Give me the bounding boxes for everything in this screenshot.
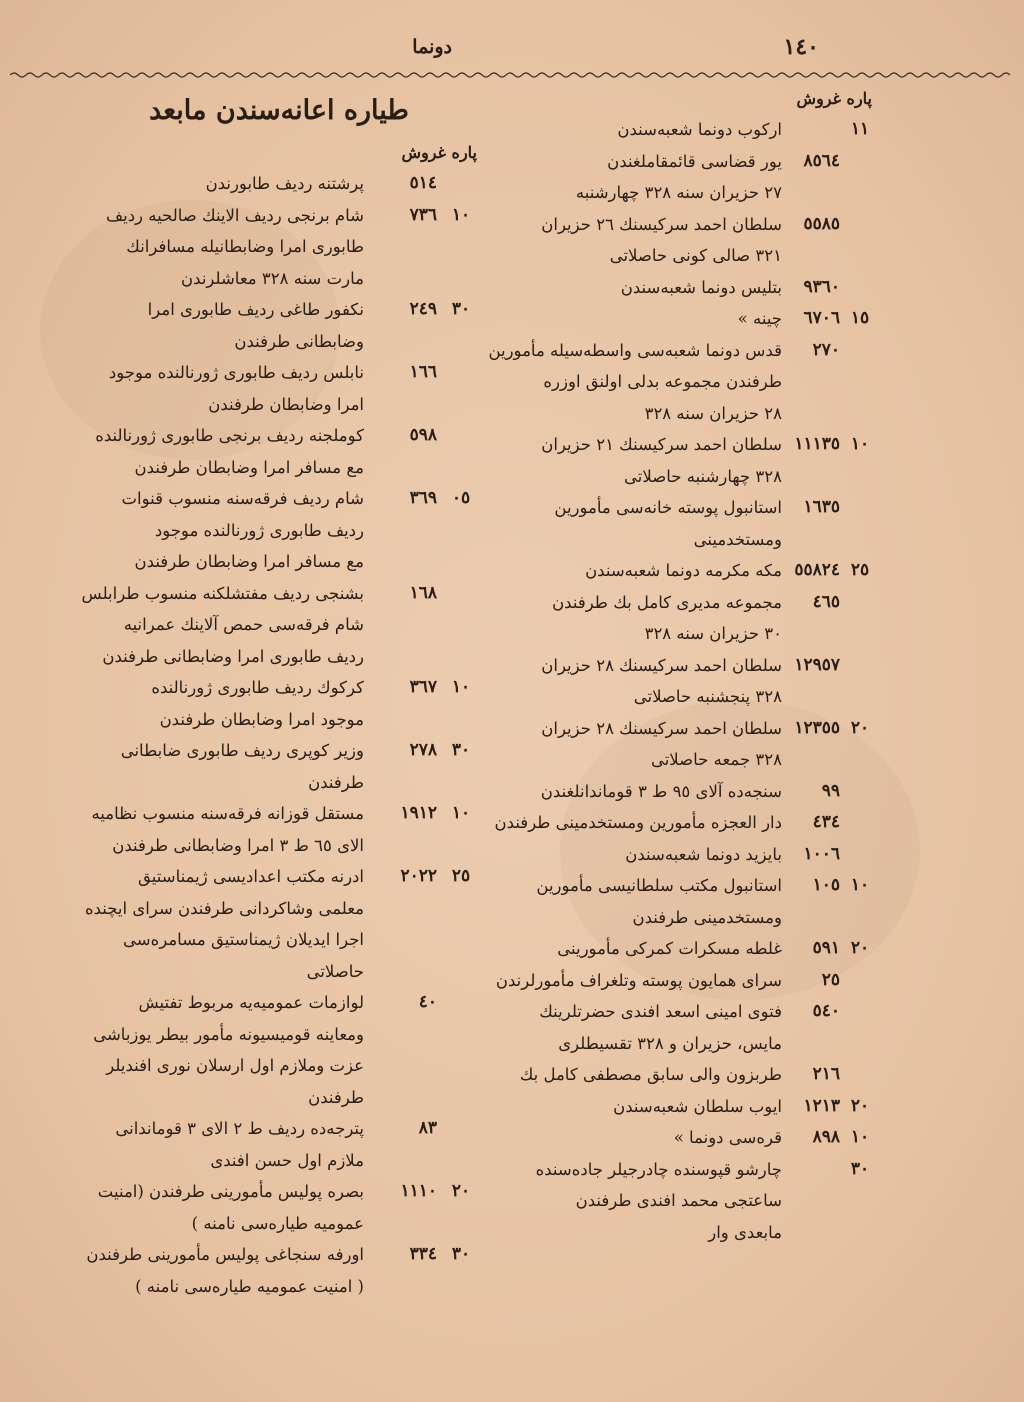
entry-description [482,177,782,209]
entry-line: ادرنه مكتب اعداديسى ژيمناستيق [138,867,364,886]
amount-para [846,650,874,682]
entry-line: پترجه‌ده رديف ط ٢ الاى ٣ قوماندانى [115,1119,364,1138]
entry-line: مع مسافر امرا وضابطان طرفندن [134,552,364,571]
amount-ghurush: ١٩١٢ [400,803,437,823]
donation-entry [482,965,874,997]
amount [364,578,479,610]
amount-ghurush [782,1154,846,1186]
entry-description [482,996,782,1059]
entry-line: مستقل قوزانه فرقه‌سنه منسوب نظاميه [91,804,364,823]
amount-ghurush: ٤٣٤ [812,812,840,832]
entry-line: اورفه سنجاغى پوليس مأمورينى طرفندن [86,1245,364,1264]
entry-line: طرفندن [308,772,364,792]
amount-ghurush: ٩٣٦٠ [803,276,840,297]
donation-entry [482,146,874,178]
amount-ghurush: ١١١٣٥ [794,434,840,454]
amount [364,1176,479,1208]
donation-entry [19,357,479,420]
donation-entry [482,587,874,619]
entry-description [19,200,364,295]
entry-line: ٢٨ حزيران سنه ٣٢٨ [644,403,782,423]
entry-line: رديف طابورى امرا وضابطانى طرفندن [102,646,364,666]
amount-para: ٢٠ [850,938,870,958]
donation-entry [482,1217,874,1249]
amount-ghurush: ٨٩٨ [812,1127,840,1147]
running-title: دونما [412,36,452,58]
amount-para [846,587,874,619]
amount-ghurush: ١٢٩٥٧ [794,654,840,675]
amount-para: ١٠ [850,434,870,454]
entry-line: نابلس رديف طابورى ژورنالنده موجود [108,363,364,382]
amount-ghurush: ١٠٠٦ [803,843,840,864]
amount-para [846,839,874,871]
amount-ghurush: ٣٦٩ [409,488,437,508]
amount [782,807,874,839]
donation-entry [482,114,874,146]
amount [782,839,874,871]
entry-description [482,1059,782,1091]
amount-para: ٢٠ [451,1181,471,1201]
amount [364,798,479,830]
entry-line: قره‌سى دونما » [673,1128,782,1147]
entry-line: سنجه‌ده آلاى ٩٥ ط ٣ قوماندانلغندن [540,781,782,801]
donation-entry [482,335,874,398]
entry-line: غلطه مسكرات كمركى مأمورينى [557,939,782,958]
amount-para [846,1059,874,1091]
entry-description [19,294,364,357]
donation-entry [482,240,874,272]
entry-description [482,335,782,398]
amount-para: ٢٠ [850,1095,870,1116]
entry-line: ساعتجى محمد افندى طرفندن [575,1191,782,1210]
amount-ghurush: ٩٩ [821,780,840,801]
entry-line: مارت سنه ٣٢٨ معاشلرندن [181,268,364,288]
amount-para [846,209,874,241]
entry-line: موجود امرا وضابطان طرفندن [159,709,364,729]
entry-description [482,114,782,146]
donation-entry [482,555,874,587]
entry-line: شام رديف فرقه‌سنه منسوب قنوات [121,489,364,508]
amount [782,303,874,335]
amount-ghurush: ٣٣٤ [409,1244,437,1264]
entry-line: اجرا ايديلان ژيمناستيق مسامره‌سى [123,930,364,949]
amount [364,357,479,389]
amount-ghurush: ٥١٤ [409,173,437,193]
entry-description [482,398,782,430]
amount [782,114,874,146]
donation-entry [19,1239,479,1302]
amount-ghurush: ٢٠٢٢ [400,866,437,886]
entry-line: ٣٠ حزيران سنه ٣٢٨ [644,624,782,643]
amount-ghurush: ١٦٦ [409,362,437,382]
amount [782,146,874,178]
amount [364,294,479,326]
entry-line: ومستخدمينى طرفندن [632,907,782,927]
amount-para [846,996,874,1028]
amount [782,587,874,619]
donation-entry [19,987,479,1113]
donation-entry [482,870,874,933]
amount-para [443,357,479,389]
amount-para: ٣٠ [451,740,471,760]
entry-line: مكه مكرمه دونما شعبه‌سندن [585,561,782,580]
amount [364,420,479,452]
donation-entry [19,672,479,735]
donation-entry [19,200,479,295]
amount [782,713,874,745]
entry-line: چارشو قپوسنده چادرجيلر جاده‌سنده [535,1159,782,1179]
donation-entry [482,398,874,430]
amount-ghurush [782,114,846,146]
amount [782,1091,874,1123]
entry-description [482,1154,782,1217]
entry-line: بايزيد دونما شعبه‌سندن [625,844,782,864]
header-rule [10,70,1014,80]
entry-description [19,1239,364,1302]
amount-para: ٢٥ [451,866,471,886]
entry-line: طربزون والى سابق مصطفى كامل بك [519,1065,782,1084]
entry-line: بشنجى رديف مفتشلكنه منسوب طرابلس [81,583,364,603]
donation-entry [482,1091,874,1123]
entry-description [19,1176,364,1239]
entry-line: بتليس دونما شعبه‌سندن [620,277,782,297]
amount [782,870,874,902]
entry-description [482,303,782,335]
donation-entry [482,1059,874,1091]
entry-description [482,429,782,492]
entry-line: ايوب سلطان شعبه‌سندن [613,1096,782,1116]
entry-line: استانبول پوسته خانه‌سى مأمورين [554,498,782,517]
entry-line: سلطان احمد سركيسنك ٢٦ حزيران [541,214,782,234]
entry-line: امرا وضابطان طرفندن [208,394,364,414]
amount [782,1154,874,1186]
amount-para [443,987,479,1019]
entry-description [19,672,364,735]
amount-para [443,168,479,200]
right-column [482,84,874,1248]
amount-ghurush: ٥٥٨٥ [803,213,840,234]
amount-para: ٣٠ [451,299,471,319]
entry-description [482,587,782,619]
amount-ghurush: ٥٤٠ [812,1001,840,1021]
entry-line: ومستخدمينى [693,529,782,549]
amount-para [846,272,874,304]
donation-entry [482,177,874,209]
donation-entry [19,1176,479,1239]
amount-ghurush: ٨٣ [418,1118,437,1138]
amount [364,483,479,515]
donation-entry [482,303,874,335]
entry-description [482,240,782,272]
amount-ghurush: ٤٠ [418,992,437,1012]
amount-para: ١٠ [451,803,471,823]
amount-para: ٣٠ [850,1158,870,1179]
amount-ghurush: ٤٦٥ [812,591,840,612]
entry-description [19,357,364,420]
amount-ghurush: ٢١٦ [812,1064,840,1084]
amount [782,209,874,241]
amount-para: ١٠ [850,1127,870,1147]
section-title: طياره اعانه‌سندن مابعد [149,95,409,126]
unit-heading: پاره غروش [401,143,477,162]
entry-line: طرفندن [308,1087,364,1107]
entry-description [482,650,782,713]
donation-entry [19,168,479,200]
entry-line: قدس دونما شعبه‌سى واسطه‌سيله مأمورين [488,340,782,360]
entry-description [482,776,782,808]
entry-description [19,168,364,200]
entry-line: الاى ٦٥ ط ٣ امرا وضابطانى طرفندن [112,835,364,855]
amount-para: ٢٠ [850,717,870,738]
donation-entry [19,483,479,578]
entry-line: شام فرقه‌سى حمص آلاينك عمرانيه [123,615,364,634]
entry-line: مجموعه مديرى كامل بك طرفندن [552,592,782,612]
entry-list [19,168,479,1302]
entry-line: مايس، حزيران و ٣٢٨ تقسيطلرى [558,1033,782,1053]
amount [364,987,479,1019]
entry-line: سلطان احمد سركيسنك ٢٨ حزيران [541,655,782,675]
entry-line: لوازمات عموميه‌يه مربوط تفتيش [138,993,364,1012]
entry-line: عزت وملازم اول ارسلان نورى افنديلر [106,1056,364,1075]
entry-line: دار العجزه مأمورين ومستخدمينى طرفندن [494,813,782,832]
amount [782,272,874,304]
amount [782,650,874,682]
entry-line: كوملجنه رديف برنجى طابورى ژورنالنده [95,426,364,445]
donation-entry [482,996,874,1059]
amount-ghurush: ١٢٣٥٥ [794,717,840,738]
donation-entry [482,776,874,808]
donation-entry [482,1154,874,1217]
left-column [19,84,479,1302]
donation-entry [482,650,874,713]
amount-para: ١٥ [850,308,870,328]
amount-ghurush: ٢٧٠ [812,339,840,360]
entry-description [482,618,782,650]
amount [364,735,479,767]
page-number: ١٤٠ [783,34,819,60]
amount-para: ٠٥ [451,488,471,508]
entry-description [19,861,364,987]
entry-line: سراى همايون پوسته وتلغراف مأمورلرندن [495,970,782,990]
amount-para [443,420,479,452]
entry-description [19,483,364,578]
donation-entry [19,861,479,987]
amount-para [846,146,874,178]
amount-ghurush: ٨٥٦٤ [803,150,840,171]
entry-line: ملازم اول حسن افندى [210,1150,364,1170]
entry-line: رديف طابورى ژورنالنده موجود [154,520,364,540]
entry-line: پرشتنه رديف طابورندن [205,174,364,193]
amount-para [846,807,874,839]
amount-ghurush: ١٢١٣ [803,1095,840,1116]
entry-line: يور قضاسى قائمقاملغندن [607,151,782,171]
entry-description [482,272,782,304]
amount-para [443,578,479,610]
entry-line: استانبول مكتب سلطانيسى مأمورين [536,876,782,895]
amount [782,996,874,1028]
entry-line: ٣٢١ صالى كونى حاصلاتى [609,246,782,265]
donation-entry [482,839,874,871]
entry-line: وزير كوپرى رديف طابورى ضابطانى [120,741,364,760]
amount-ghurush: ٣٦٧ [409,677,437,697]
donation-entry [482,933,874,965]
entry-description [482,1217,782,1249]
amount [364,168,479,200]
amount [782,429,874,461]
entry-list [482,114,874,1248]
entry-description [19,735,364,798]
donation-entry [19,294,479,357]
entry-description [19,798,364,861]
amount-para [846,965,874,997]
entry-description [19,987,364,1113]
amount-para [846,776,874,808]
entry-line: مابعدى وار [708,1222,782,1242]
amount [364,1113,479,1145]
amount [364,672,479,704]
entry-description [482,1091,782,1123]
entry-description [482,839,782,871]
amount [364,1239,479,1271]
amount [782,776,874,808]
entry-description [482,146,782,178]
entry-line: طرفندن مجموعه بدلى اولنق اوزره [543,372,782,391]
entry-description [482,209,782,241]
entry-line: ( امنيت عموميه طياره‌سى نامنه ) [135,1276,364,1296]
entry-line: ٢٧ حزيران سنه ٣٢٨ چهارشنبه [575,183,782,202]
amount-para: ١٠ [451,677,471,697]
amount-ghurush: ١٦٣٥ [803,497,840,517]
entry-description [482,713,782,776]
donation-entry [482,807,874,839]
amount-ghurush: ٢٤٩ [409,299,437,319]
amount-para: ٣٠ [451,1244,471,1264]
entry-line: شام برنجى رديف الاينك صالحيه رديف [106,205,364,225]
entry-description [482,1122,782,1154]
entry-description [482,492,782,555]
donation-entry [482,1122,874,1154]
amount-ghurush: ٧٣٦ [409,204,437,225]
entry-line: فتوى امينى اسعد افندى حضرتلرينك [539,1002,782,1021]
amount [782,492,874,524]
entry-line: ٣٢٨ پنجشنبه حاصلاتى [633,687,782,706]
amount-ghurush: ٢٥ [821,969,840,990]
amount-para [846,335,874,367]
donation-entry [19,798,479,861]
entry-description [19,578,364,673]
amount-para: ١٠ [451,204,471,225]
amount-ghurush: ٦٧٠٦ [803,308,840,328]
amount-para: ١١ [850,119,870,139]
donation-entry [19,578,479,673]
entry-line: چينه » [737,309,782,328]
page-header [0,28,1024,68]
amount [782,965,874,997]
entry-line: ومعاينه قوميسيونه مأمور بيطر يوزباشى [93,1024,364,1044]
amount [364,861,479,893]
amount [782,933,874,965]
amount [782,1059,874,1091]
amount-ghurush: ١٦٨ [409,582,437,603]
amount-ghurush: ٥٩١ [812,938,840,958]
amount [782,555,874,587]
entry-line: حاصلاتى [306,961,364,981]
donation-entry [482,272,874,304]
donation-entry [19,1113,479,1176]
donation-entry [482,492,874,555]
entry-line: طابورى امرا وضابطانيله مسافرانك [126,237,364,256]
entry-line: ٣٢٨ جمعه حاصلاتى [650,750,782,769]
amount-ghurush: ٥٥٨٢٤ [794,560,840,580]
entry-line: معلمى وشاكردانى طرفندن سراى ايچنده [84,898,364,918]
entry-description [19,420,364,483]
entry-line: سلطان احمد سركيسنك ٢١ حزيران [541,435,782,454]
donation-entry [19,735,479,798]
entry-line: ٣٢٨ چهارشنبه حاصلاتى [624,466,782,486]
amount-para: ٢٥ [850,560,870,580]
donation-entry [19,420,479,483]
entry-line: سلطان احمد سركيسنك ٢٨ حزيران [541,718,782,738]
donation-entry [482,429,874,492]
amount [364,200,479,232]
entry-description [482,965,782,997]
amount [782,1122,874,1154]
amount-para [443,1113,479,1145]
entry-line: مع مسافر امرا وضابطان طرفندن [134,457,364,477]
amount-ghurush: ١١١٠ [400,1181,437,1201]
entry-description [482,555,782,587]
entry-line: اركوب دونما شعبه‌سندن [617,120,782,139]
entry-line: كركوك رديف طابورى ژورنالنده [151,678,364,697]
amount-para [846,492,874,524]
donation-entry [482,209,874,241]
donation-entry [482,618,874,650]
amount-ghurush: ٢٧٨ [409,740,437,760]
entry-description [482,933,782,965]
entry-description [482,870,782,933]
amount [782,335,874,367]
entry-description [19,1113,364,1176]
entry-line: عموميه طياره‌سى نامنه ) [191,1213,364,1233]
entry-line: وضابطانى طرفندن [234,331,364,351]
unit-heading: پاره غروش [796,89,872,108]
amount-ghurush: ٥٩٨ [409,425,437,445]
entry-line: بصره پوليس مأمورينى طرفندن (امنيت [97,1182,364,1201]
amount-para: ١٠ [850,875,870,895]
entry-line: نكفور طاغى رديف طابورى امرا [147,300,364,319]
entry-description [482,807,782,839]
donation-entry [482,713,874,776]
amount-ghurush: ١٠٥ [812,875,840,895]
